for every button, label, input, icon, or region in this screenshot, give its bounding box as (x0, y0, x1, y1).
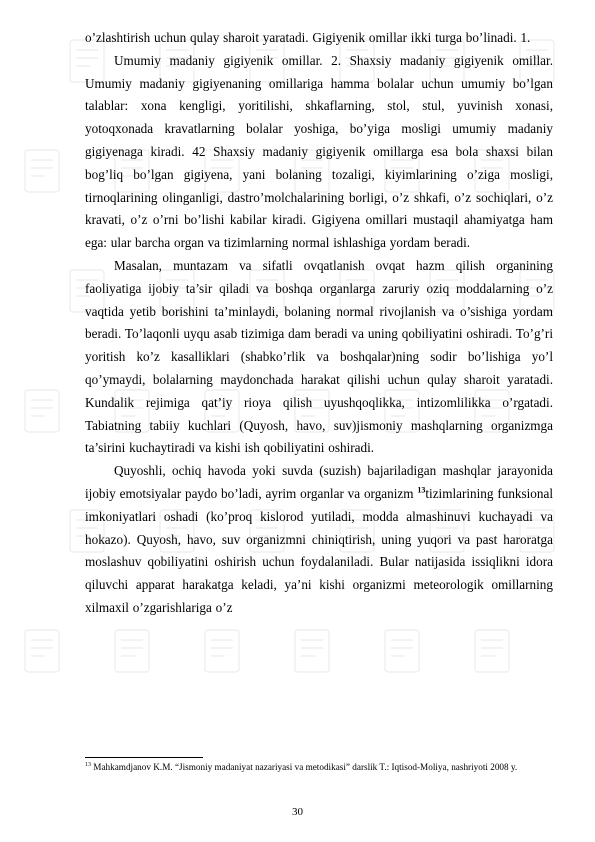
paragraph-4 (85, 460, 553, 620)
paragraph-3: Masalan, muntazam va sifatli ovqatlanish ovqat hazm qilish organining faoliyatiga ijobiy ta’sir qiladi va boshqa organlarga zaruriy oziq moddalarning o’z vaqtida yetib borishini ta’minlaydi, bolaning normal rivojlanish va o’sishiga yordam beradi. To’laqonli uyqu asab tizimiga dam beradi va uning qobiliyatini oshiradi. To’g’ri yoritish ko’z kasalliklari (shabko’rlik va boshqalar)ning sodir bo’lishiga yo’l qo’ymaydi, bolalarning maydonchada harakat qilishi uchun qulay sharoit yaratadi. Kundalik rejimiga qat’iy rioya qilish uyushqoqlikka, intizomlilikka o’rgatadi. Tabiatning tabiiy kuchlari (Quyosh, havo, suv)jismoniy mashqlarning organizmga ta’sirini kuchaytiradi va kishi ish qobiliyatini oshiradi. (85, 257, 553, 456)
paragraph-2: Umumiy madaniy gigiyenik omillar. 2. Shaxsiy madaniy gigiyenik omillar. Umumiy madaniy gigiyenaning omillariga hamma bolalar uchun umumiy bo’lgan talablar: xona kengligi, yoritilishi, shkaflarning, stol, stul, yuvinish xonasi, yotoqxonada kravatlarning bolalar yoshiga, bo’yiga mosligi umumiy madaniy gigiyenaga kiradi. 42 Shaxsiy madaniy gigiyenik omillarga esa bola shaxsi bilan bog’liq bo’lgan gigiyena, yani bolaning tozaligi, kiyimlarining o’ziga mosligi, tirnoqlarining olinganligi, dastro’molchalarining borligi, o’z shkafi, o’z sochiqlari, o’z kravati, o’z o’rni bo’lishi kabilar kiradi. Gigiyena omillari mustaqil ahamiyatga ham ega: ular barcha organ va tizimlarning normal ishlashiga yordam beradi. (85, 52, 553, 251)
footnote-text: Mahkamdjanov K.M. “Jismoniy madaniyat nazariyasi va metodikasi” darslik T.: Iqtisod-Moliya, nashriyoti 2008 y. (91, 762, 518, 772)
footnote (85, 759, 553, 776)
paragraph-4-text-before: Quyoshli, ochiq havoda yoki suvda (suzish) bajariladigan mashqlar jarayonida ijobiy emotsiyalar paydo bo’ladi, ayrim organlar va organizm (85, 463, 553, 501)
footnote-separator (85, 757, 203, 758)
footnote-reference[interactable]: 13 (417, 485, 426, 495)
paragraph-4-text-after: tizimlarining funksional imkoniyatlari oshadi (ko’proq kislorod yutiladi, modda almashinuvi kuchayadi va hokazo). Quyosh, havo, suv organizmni chiniqtirish, uning yuqori va past haroratga moslashuv qobiliyatini oshirish uchun foydalaniladi. Bular natijasida issiqlikni idora qiluvchi apparat harakatga keladi, ya’ni kishi organizmi meteorologik omillarning xilmaxil o’zgarishlariga o’z (85, 485, 554, 615)
page-number: 30 (292, 806, 303, 818)
page-body (85, 27, 553, 620)
footnote-number: 13 (85, 761, 91, 768)
paragraph-1: o’zlashtirish uchun qulay sharoit yaratadi. Gigiyenik omillar ikki turga bo’linadi. 1. (85, 30, 531, 45)
